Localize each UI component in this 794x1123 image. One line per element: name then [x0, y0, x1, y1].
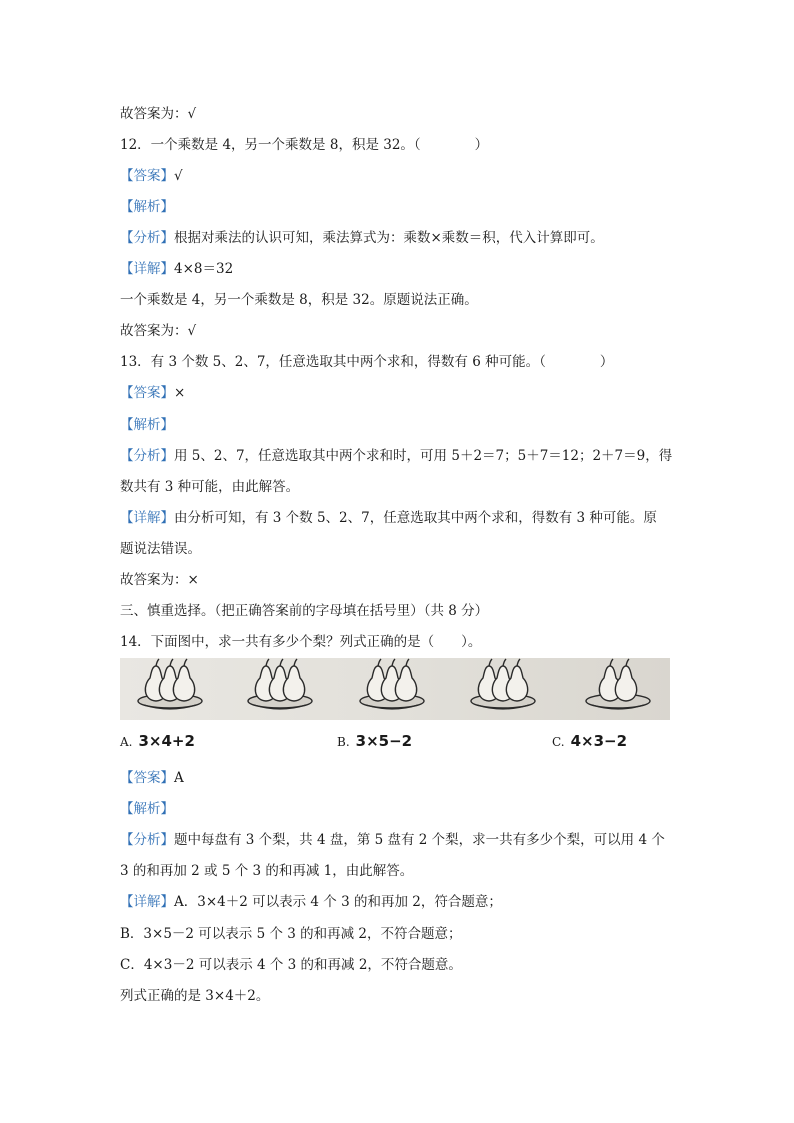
- detail-tag: 【详解】: [120, 510, 174, 526]
- choice-a: A. 3×4+2: [120, 732, 195, 750]
- question-14: 14．下面图中，求一共有多少个梨？列式正确的是（ ）。: [120, 634, 482, 650]
- section-heading: 三、慎重选择。（把正确答案前的字母填在括号里）（共 8 分）: [120, 603, 489, 619]
- answer-tag: 【答案】: [120, 770, 174, 786]
- fenxi-tag: 【分析】: [120, 230, 174, 246]
- detail-tag: 【详解】: [120, 894, 174, 910]
- text-line: 题说法错误。: [120, 541, 201, 557]
- analysis-tag: 【解析】: [120, 417, 174, 433]
- answer-line: 【答案】×: [120, 385, 186, 401]
- detail-line: 【详解】A．3×4＋2 可以表示 4 个 3 的和再加 2，符合题意；: [120, 894, 502, 910]
- fenxi-line: 【分析】用 5、2、7，任意选取其中两个求和时，可用 5＋2＝7；5＋7＝12；2＋7＝9，得: [120, 448, 673, 464]
- analysis-line: [120, 198, 174, 216]
- detail-line: 【详解】由分析可知，有 3 个数 5、2、7，任意选取其中两个求和，得数有 3 种可能。原: [120, 510, 657, 526]
- analysis-line: [120, 416, 174, 434]
- choices: [120, 732, 680, 756]
- analysis-line: [120, 800, 174, 818]
- choice-c: C. 4×3−2: [552, 732, 628, 750]
- answer-tag: 【答案】: [120, 168, 174, 184]
- question-13: 13．有 3 个数 5、2、7，任意选取其中两个求和，得数有 6 种可能。（ ）: [120, 354, 614, 370]
- choice-b: B. 3×5−2: [337, 732, 413, 750]
- text-line: 故答案为：×: [120, 572, 199, 588]
- text-line: 故答案为：√: [120, 106, 197, 122]
- text-line: 3 的和再加 2 或 5 个 3 的和再减 1，由此解答。: [120, 863, 414, 879]
- question-12: 12．一个乘数是 4，另一个乘数是 8，积是 32。（ ）: [120, 137, 489, 153]
- pears-figure: [120, 658, 670, 720]
- answer-line: 【答案】A: [120, 770, 184, 786]
- text-line: C．4×3－2 可以表示 4 个 3 的和再减 2，不符合题意。: [120, 957, 462, 973]
- fenxi-tag: 【分析】: [120, 448, 174, 464]
- text-line: 数共有 3 种可能，由此解答。: [120, 479, 300, 495]
- text-line: B．3×5－2 可以表示 5 个 3 的和再减 2，不符合题意；: [120, 926, 462, 942]
- analysis-tag: 【解析】: [120, 199, 174, 215]
- fenxi-line: 【分析】题中每盘有 3 个梨，共 4 盘，第 5 盘有 2 个梨，求一共有多少个梨，可以用 4 个: [120, 832, 665, 848]
- text-line: 列式正确的是 3×4＋2。: [120, 988, 270, 1004]
- fenxi-line: 【分析】根据对乘法的认识可知，乘法算式为：乘数×乘数＝积，代入计算即可。: [120, 230, 604, 246]
- text-line: 故答案为：√: [120, 323, 197, 339]
- answer-line: 【答案】√: [120, 168, 183, 184]
- detail-tag: 【详解】: [120, 261, 174, 277]
- text-line: 一个乘数是 4，另一个乘数是 8，积是 32。原题说法正确。: [120, 292, 478, 308]
- detail-line: 【详解】4×8＝32: [120, 261, 234, 277]
- fenxi-tag: 【分析】: [120, 832, 174, 848]
- analysis-tag: 【解析】: [120, 801, 174, 817]
- answer-tag: 【答案】: [120, 385, 174, 401]
